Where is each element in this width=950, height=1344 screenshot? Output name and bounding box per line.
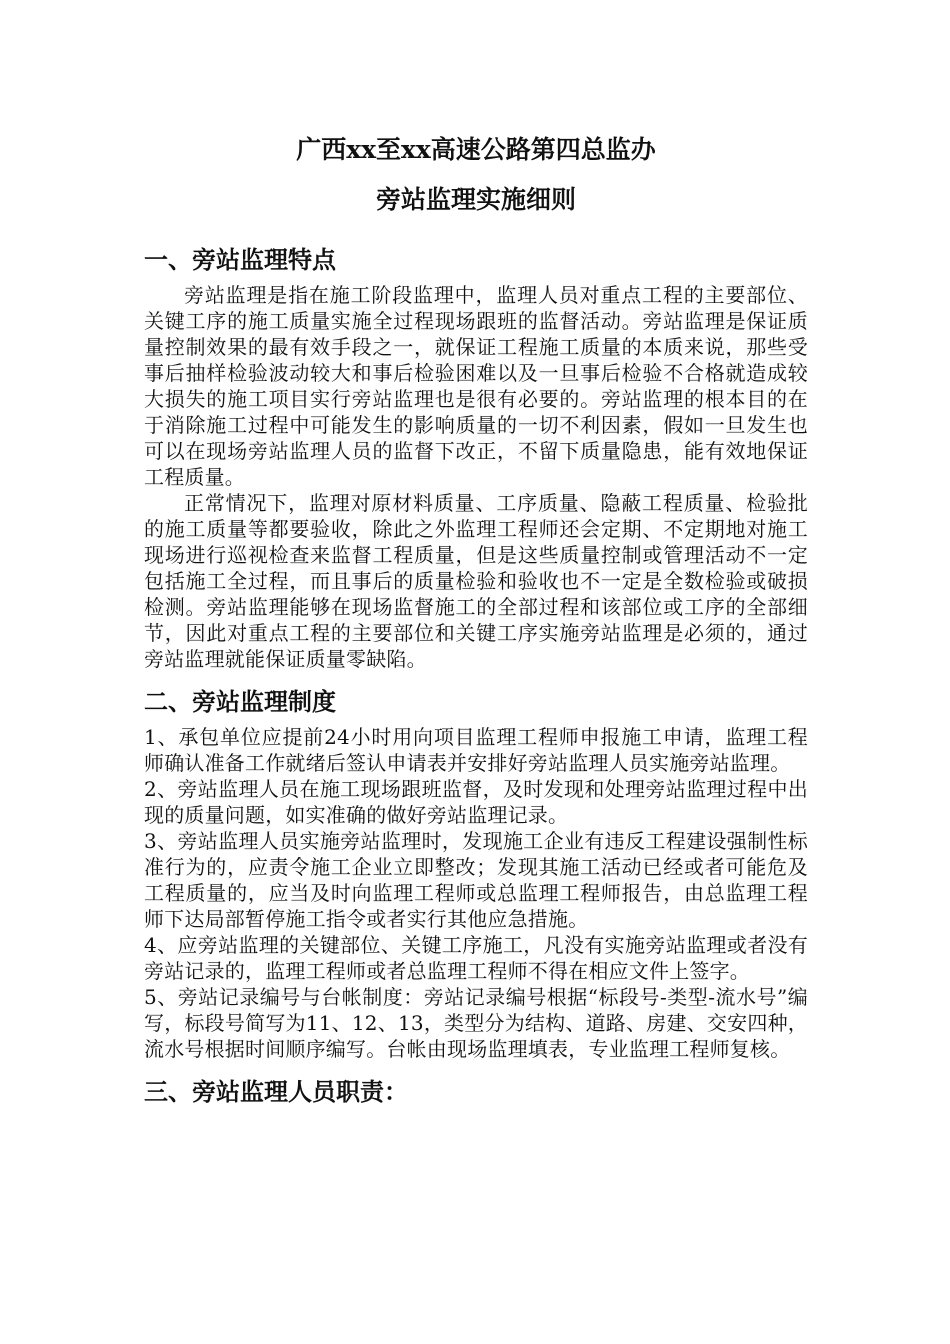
section-heading: 一、旁站监理特点 (144, 245, 336, 274)
section-1 (144, 242, 808, 672)
list-item: 4、应旁站监理的关键部位、关键工序施工，凡没有实施旁站监理或者没有旁站记录的，监理工程师或者总监理工程师不得在相应文件上签字。 (144, 933, 808, 983)
paragraph: 正常情况下，监理对原材料质量、工序质量、隐蔽工程质量、检验批的施工质量等都要验收，除此之外监理工程师还会定期、不定期地对施工现场进行巡视检查来监督工程质量，但是这些质量控制或管理活动不一定包括施工全过程，而且事后的质量检验和验收也不一定是全数检验或破损检测。旁站监理能够在现场监督施工的全部过程和该部位或工序的全部细节，因此对重点工程的主要部位和关键工序实施旁站监理是必须的，通过旁站监理就能保证质量零缺陷。 (144, 491, 808, 671)
list-item: 5、旁站记录编号与台帐制度：旁站记录编号根据“标段号-类型-流水号”编写，标段号简写为11、12、13，类型分为结构、道路、房建、交安四种，流水号根据时间顺序编写。台帐由现场监理填表，专业监理工程师复核。 (144, 985, 808, 1061)
paragraph: 旁站监理是指在施工阶段监理中，监理人员对重点工程的主要部位、关键工序的施工质量实施全过程现场跟班的监督活动。旁站监理是保证质量控制效果的最有效手段之一，就保证工程施工质量的本质来说，那些受事后抽样检验波动较大和事后检验困难以及一旦事后检验不合格就造成较大损失的施工项目实行旁站监理也是很有必要的。旁站监理的根本目的在于消除施工过程中可能发生的影响质量的一切不利因素，假如一旦发生也可以在现场旁站监理人员的监督下改正，不留下质量隐患，能有效地保证工程质量。 (144, 283, 808, 489)
list-item: 2、旁站监理人员在施工现场跟班监督，及时发现和处理旁站监理过程中出现的质量问题，如实准确的做好旁站监理记录。 (144, 777, 808, 827)
document-title: 广西xx至xx高速公路第四总监办 (296, 135, 656, 164)
section-heading: 二、旁站监理制度 (144, 687, 336, 716)
document-page (144, 132, 808, 1114)
section-3 (144, 1074, 808, 1110)
section-2 (144, 684, 808, 1062)
section-heading: 三、旁站监理人员职责： (144, 1077, 408, 1106)
list-item: 3、旁站监理人员实施旁站监理时，发现施工企业有违反工程建设强制性标准行为的，应责令施工企业立即整改；发现其施工活动已经或者可能危及工程质量的，应当及时向监理工程师或总监理工程师报告，由总监理工程师下达局部暂停施工指令或者实行其他应急措施。 (144, 829, 808, 931)
document-subtitle: 旁站监理实施细则 (375, 185, 576, 214)
list-item: 1、承包单位应提前24小时用向项目监理工程师申报施工申请，监理工程师确认准备工作就绪后签认申请表并安排好旁站监理人员实施旁站监理。 (144, 725, 808, 775)
